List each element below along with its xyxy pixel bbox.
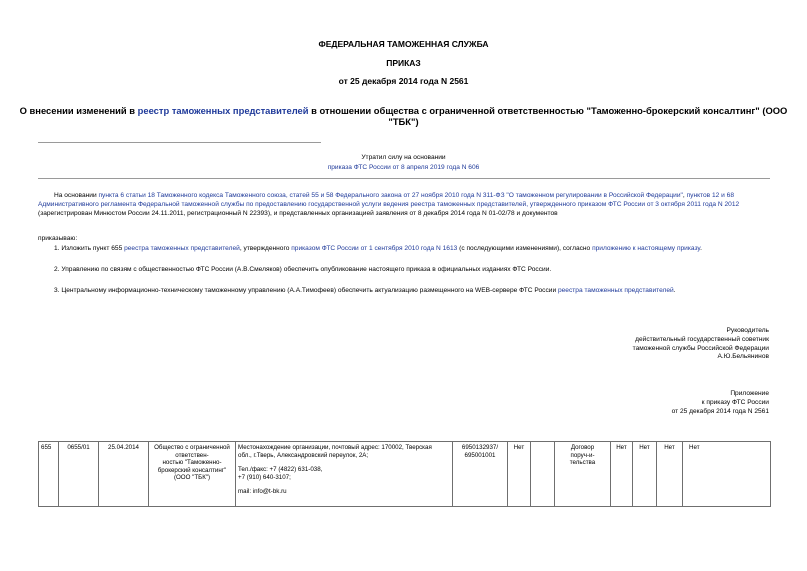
divider-bottom [38,178,770,179]
cell-flag: Нет [633,442,657,507]
cell-flag: Нет [611,442,633,507]
title-suffix: в отношении общества с ограниченной ответственностью "Таможенно-брокерский консалтинг" (ООО [308,105,788,116]
item1-text-b: , утвержденного [239,245,292,252]
appendix-date: от 25 декабря 2014 года N 2561 [671,407,769,415]
org-line: брокерский консалтинг" [157,466,227,474]
document-title [0,105,807,127]
cell-number: 655 [39,442,59,507]
preamble-lead: На основании [54,192,99,199]
orders-label: приказываю: [38,235,78,242]
order-item-3 [54,286,770,295]
title-line-1 [0,105,807,116]
item3-text-b: . [673,287,676,294]
org-line: ответствен- [175,451,209,459]
address-line: Местонахождение организации, почтовый адрес: 170002, Тверская [238,444,432,451]
signature-position: Руководитель [726,327,769,334]
cell-empty [531,442,555,507]
registry-table [38,441,771,507]
cell-reg-number: 0655/01 [59,442,99,507]
contract-line: тельства [569,459,596,467]
cell-date: 25.04.2014 [99,442,149,507]
preamble [38,191,770,219]
org-line: (ООО "ТБК") [173,474,211,482]
order-item-1 [54,244,770,253]
title-prefix: О внесении изменений в [19,105,138,116]
agency-name: ФЕДЕРАЛЬНАЯ ТАМОЖЕННАЯ СЛУЖБА [318,39,489,49]
doc-type: ПРИКАЗ [386,58,421,68]
item1-text-c: (с последующими изменениями), согласно [457,245,593,252]
cell-organization [149,442,236,507]
contract-line: Договор [570,444,595,451]
signature-block [633,327,769,362]
item1-order-link[interactable]: приказом ФТС России от 1 сентября 2010 года N 1613 [291,245,458,252]
repeal-order-link[interactable]: приказа ФТС России от 8 апреля 2019 года N 606 [327,164,480,171]
doc-date: от 25 декабря 2014 года N 2561 [338,76,469,86]
divider-top [38,142,321,143]
title-registry-link[interactable]: реестр таможенных представителей [137,105,309,116]
cell-address [236,442,453,507]
phone-line: Тел./факс: +7 (4822) 631-038, [238,466,323,474]
kpp-line: 695001001 [464,451,496,459]
org-line: ностью "Таможенно- [162,459,222,467]
cell-inn-kpp [453,442,508,507]
repeal-notice: Утратил силу на основании [361,154,446,161]
order-item-2: 2. Управлению по связям с общественностью ФТС России (А.В.Смеляков) обеспечить опубликование настоящего приказа в официальных изданиях ФТС России. [54,266,552,273]
item1-text-d: . [700,245,702,252]
table-row [39,442,771,507]
appendix-block [672,390,769,416]
cell-flag: Нет [657,442,683,507]
appendix-title: Приложение [730,390,769,397]
cell-flag: Нет [508,442,531,507]
inn-line: 6950132937/ [461,444,499,451]
cell-flag: Нет [683,442,771,507]
email-line: mail: info@t-bk.ru [238,488,287,496]
title-line-2: "ТБК") [388,116,419,127]
preamble-sep: , [682,192,687,199]
contract-line: поруч-и- [570,451,595,459]
item1-registry-link[interactable]: реестра таможенных представителей [124,245,240,252]
item1-appendix-link[interactable]: приложению к настоящему приказу [592,245,701,252]
item1-text-a: 1. Изложить пункт 655 [54,245,125,252]
address-line: обл., г.Тверь, Александровский переулок, 2А; [238,451,369,459]
item3-registry-link[interactable]: реестра таможенных представителей [557,287,674,294]
item3-text-a: 3. Центральному информационно-техническому таможенному управлению (А.А.Тимофеев) обеспечить актуализацию размещенного на WEB-сервере ФТС России [54,287,558,294]
signature-service: таможенной службы Российской Федерации [632,344,769,352]
org-line: Общество с ограниченной [154,444,230,451]
preamble-law-link[interactable]: пункта 6 статьи 18 Таможенного кодекса Таможенного союза, статей 55 и 58 Федерального закона от 27 ноября 2010 года N 311-ФЗ "О таможенном регулировании в Российской Федерации" [98,192,683,199]
preamble-tail: (зарегистрирован Минюстом России 24.11.2011, регистрационный N 22393), и представленных организацией заявления от 8 декабря 2014 года N 01-02/78 и документов [38,210,558,218]
preamble-regulation-link[interactable]: пунктов 12 и 68 Административного регламента Федеральной таможенной службы по предоставлению государственной услуги ведения реестра таможенных представителей, утвержденного приказом ФТС России от 3 октября 2011 года N 2012 [38,192,740,209]
cell-contract [555,442,611,507]
signature-rank: действительный государственный советник [635,335,769,343]
signature-name: А.Ю.Бельянинов [717,353,769,361]
phone-line: +7 (910) 640-3107; [238,473,291,481]
appendix-ref: к приказу ФТС России [701,398,769,406]
